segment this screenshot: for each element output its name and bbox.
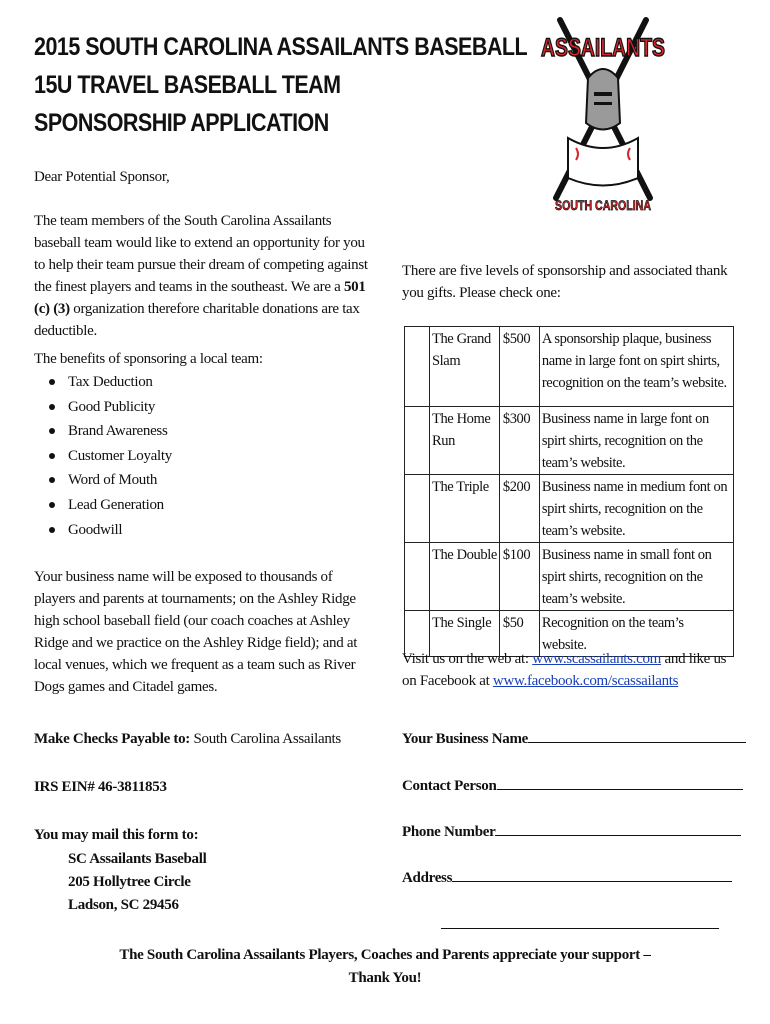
title-line-2: 15U TRAVEL BASEBALL TEAM <box>34 71 341 99</box>
page-title <box>34 28 528 142</box>
visit-prefix: Visit us on the web at: <box>402 651 533 667</box>
irs-ein: IRS EIN# 46-3811853 <box>34 779 167 795</box>
level-checkbox[interactable] <box>405 475 430 543</box>
level-gift: A sponsorship plaque, business name in large font on spirt shirts, recognition on the team’s website. <box>539 327 733 407</box>
level-gift: Business name in large font on spirt shirts, recognition on the team’s website. <box>539 407 733 475</box>
address-field[interactable] <box>402 867 732 889</box>
phone-number-field[interactable] <box>402 821 741 843</box>
level-amount: $300 <box>499 407 539 475</box>
checks-payable <box>34 728 341 750</box>
baseball-stitch-icon <box>568 138 638 186</box>
address-line: 205 Hollytree Circle <box>68 874 191 890</box>
level-amount: $50 <box>499 611 539 657</box>
level-gift: Business name in small font on spirt shirts, recognition on the team’s website. <box>539 543 733 611</box>
list-item: Good Publicity <box>68 395 374 420</box>
mail-label: You may mail this form to: <box>34 827 199 843</box>
mailing-address <box>68 848 206 917</box>
facebook-link[interactable]: www.facebook.com/scassailants <box>492 673 679 689</box>
exposure-paragraph: Your business name will be exposed to thousands of players and parents at tournaments; on the Ashley Ridge high school baseball field (our coach coaches at Ashley Ridge and we practice on the Ashley Ridge field); and at local venues, which we frequent as a team such as River Dogs games and Citadel games. <box>34 569 358 695</box>
benefits-section <box>34 348 374 542</box>
contact-person-line[interactable] <box>497 775 743 790</box>
title-line-3: SPONSORSHIP APPLICATION <box>34 109 329 137</box>
level-gift: Recognition on the team’s website. <box>539 611 733 657</box>
list-item: Lead Generation <box>68 493 374 518</box>
business-name-field[interactable] <box>402 728 746 750</box>
level-checkbox[interactable] <box>405 327 430 407</box>
level-name: The Grand Slam <box>430 327 500 407</box>
contact-person-field[interactable] <box>402 775 743 797</box>
title-line-1: 2015 SOUTH CAROLINA ASSAILANTS BASEBALL <box>34 33 528 61</box>
level-amount: $200 <box>499 475 539 543</box>
business-name-line[interactable] <box>528 728 746 743</box>
address-line: Ladson, SC 29456 <box>68 897 179 913</box>
team-logo <box>538 8 668 218</box>
table-row <box>405 543 734 611</box>
intro-text-before: The team members of the South Carolina Assailants baseball team would like to extend an opportunity for you to help their team pursue their dream of competing against the finest players and teams in the southeast. We are a <box>34 213 368 295</box>
address-second-line[interactable] <box>441 928 719 929</box>
intro-text-after: organization therefore charitable donations are tax deductible. <box>34 301 360 339</box>
list-item: Brand Awareness <box>68 419 374 444</box>
list-item: Word of Mouth <box>68 468 374 493</box>
org-type: 501 (c) (3) <box>34 279 366 317</box>
field-label: Contact Person <box>402 778 497 794</box>
thanks-line-2: Thank You! <box>348 970 422 986</box>
address-line-input[interactable] <box>452 867 732 882</box>
list-item: Goodwill <box>68 518 374 543</box>
level-amount: $100 <box>499 543 539 611</box>
level-amount: $500 <box>499 327 539 407</box>
address-line: SC Assailants Baseball <box>68 851 207 867</box>
table-row <box>405 327 734 407</box>
visit-middle: and like us on Facebook at <box>402 651 727 689</box>
level-name: The Single <box>430 611 500 657</box>
intro-paragraph <box>34 210 374 342</box>
level-checkbox[interactable] <box>405 543 430 611</box>
benefits-list <box>34 370 374 542</box>
levels-intro: There are five levels of sponsorship and associated thank you gifts. Please check one: <box>402 263 728 301</box>
visit-paragraph <box>402 648 742 692</box>
level-name: The Triple <box>430 475 500 543</box>
list-item: Customer Loyalty <box>68 444 374 469</box>
list-item: Tax Deduction <box>68 370 374 395</box>
logo-top-text: ASSAILANTS <box>541 34 665 62</box>
level-name: The Home Run <box>430 407 500 475</box>
level-gift: Business name in medium font on spirt shirts, recognition on the team’s website. <box>539 475 733 543</box>
sponsorship-levels-table <box>404 326 734 657</box>
level-name: The Double <box>430 543 500 611</box>
phone-number-line[interactable] <box>495 821 741 836</box>
field-label: Your Business Name <box>402 731 529 747</box>
logo-bottom-text: SOUTH CAROLINA <box>555 197 651 213</box>
thanks-line-1: The South Carolina Assailants Players, Coaches and Parents appreciate your support – <box>119 947 651 963</box>
level-checkbox[interactable] <box>405 407 430 475</box>
field-label: Address <box>402 870 453 886</box>
table-row <box>405 407 734 475</box>
benefits-heading: The benefits of sponsoring a local team: <box>34 351 263 367</box>
thank-you-message <box>0 944 770 990</box>
website-link[interactable]: www.scassailants.com <box>532 651 662 667</box>
greeting: Dear Potential Sponsor, <box>34 169 170 185</box>
knight-helmet-icon <box>586 69 620 130</box>
table-row <box>405 475 734 543</box>
checks-label: Make Checks Payable to: <box>34 731 190 747</box>
field-label: Phone Number <box>402 824 496 840</box>
checks-value: South Carolina Assailants <box>190 731 341 747</box>
